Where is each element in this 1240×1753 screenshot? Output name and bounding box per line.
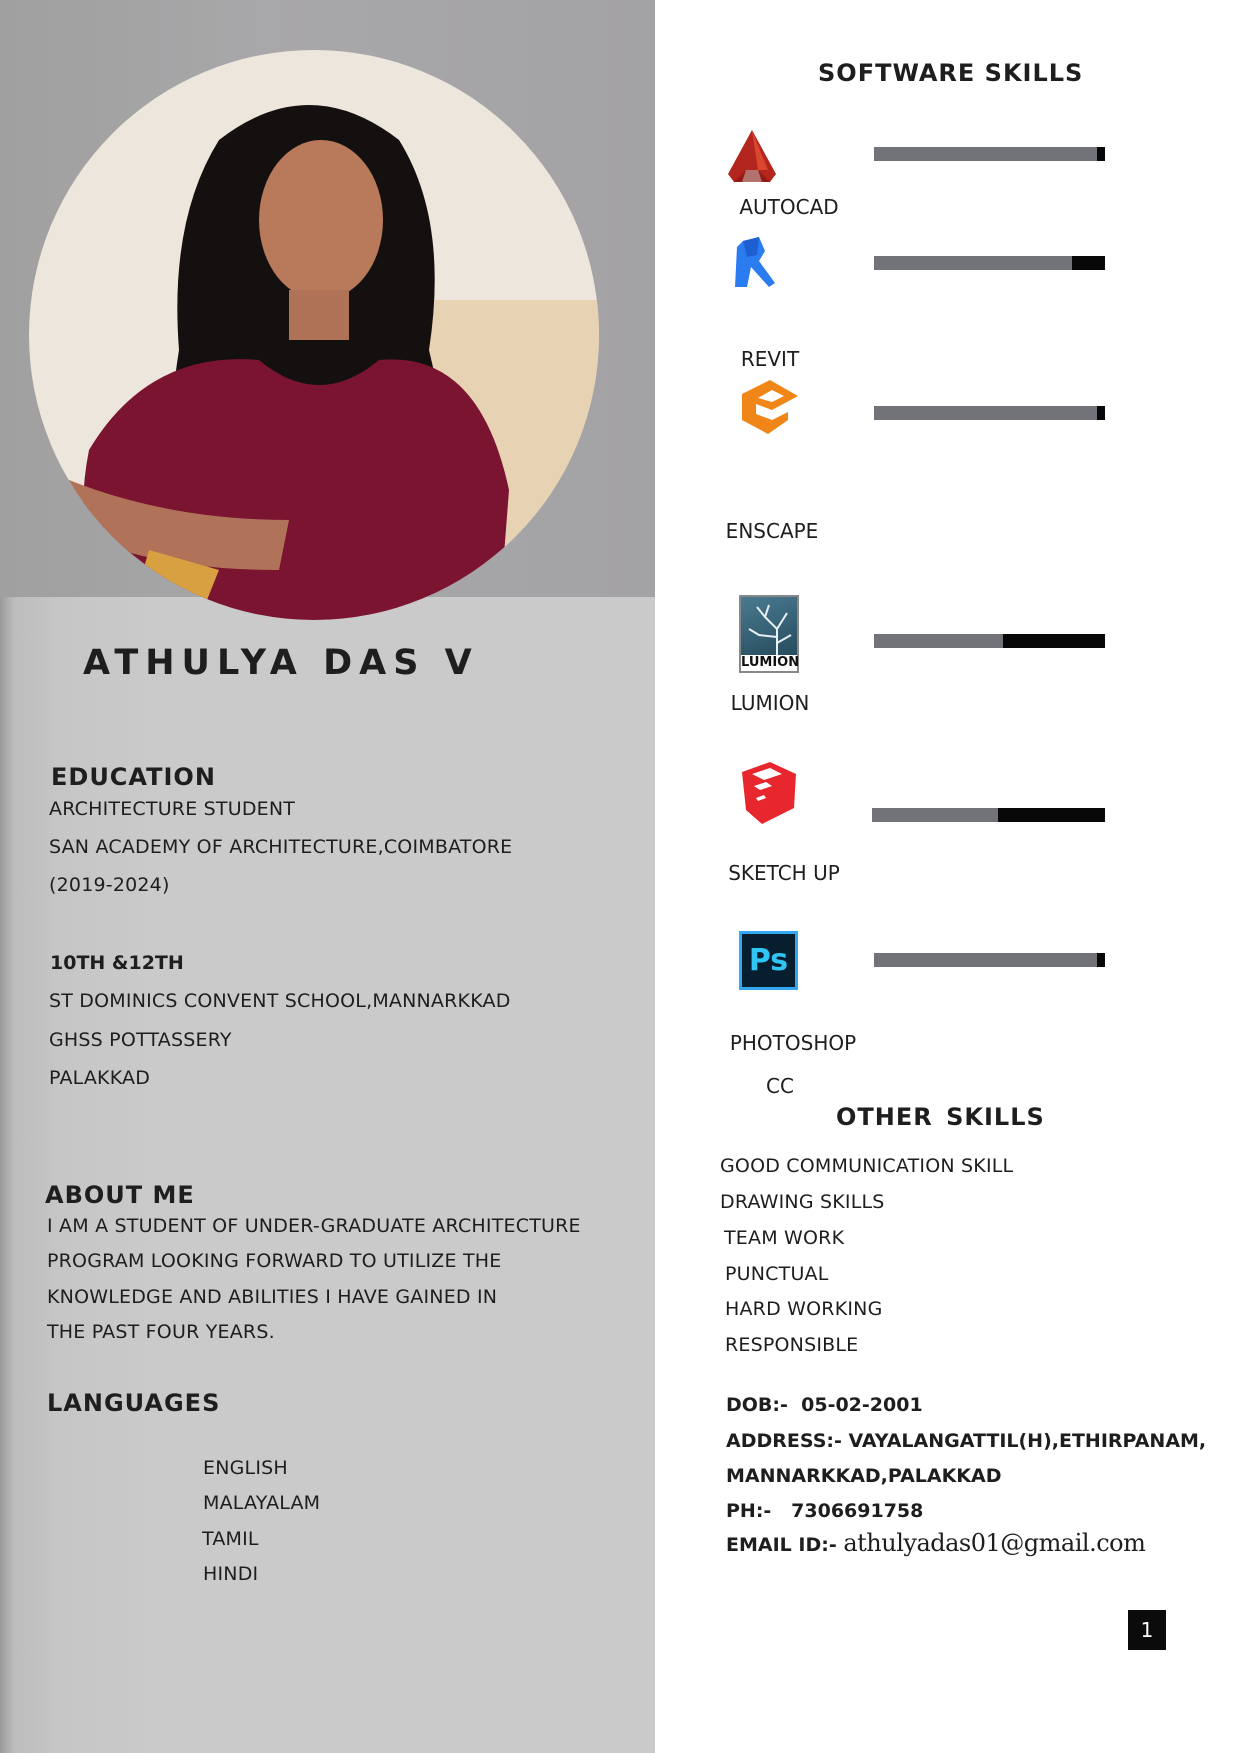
language-item: TAMIL [202,1528,259,1550]
enscape-logo-icon [742,380,798,438]
school-line: ST DOMINICS CONVENT SCHOOL,MANNARKKAD [49,990,511,1012]
skill-bar-fill [874,147,1097,161]
software-label: SKETCH UP [728,861,840,885]
phone [726,1500,923,1522]
other-skills-heading: OTHER SKILLS [836,1103,1045,1131]
software-label: PHOTOSHOP [729,1031,857,1055]
address [726,1430,1206,1452]
software-label: ENSCAPE [725,519,819,543]
skill-bar [874,147,1105,161]
language-item: HINDI [203,1563,259,1585]
software-skills-heading: SOFTWARE SKILLS [818,59,1084,87]
other-skill-item: DRAWING SKILLS [720,1191,885,1213]
address-label: ADDRESS:- [726,1430,842,1452]
email-label: EMAIL ID:- [726,1534,837,1556]
about-line: PROGRAM LOOKING FORWARD TO UTILIZE THE [47,1250,502,1272]
dob [726,1394,923,1416]
skill-bar [872,808,1105,822]
skill-bar [874,953,1105,967]
about-line: THE PAST FOUR YEARS. [47,1321,275,1343]
education-line: SAN ACADEMY OF ARCHITECTURE,COIMBATORE [49,836,513,858]
sketchup-logo-icon [742,762,796,828]
language-item: MALAYALAM [203,1492,321,1514]
skill-bar-fill [872,808,998,822]
about-heading: ABOUT ME [45,1181,195,1209]
email [726,1529,1145,1557]
about-line: KNOWLEDGE AND ABILITIES I HAVE GAINED IN [47,1286,498,1308]
skill-bar-fill [874,953,1097,967]
page-number: 1 [1128,1610,1166,1650]
other-skill-item: PUNCTUAL [725,1263,829,1285]
email-value: athulyadas01@gmail.com [843,1529,1146,1557]
profile-photo [29,50,599,620]
software-label-suffix: CC [766,1074,794,1098]
other-skill-item: HARD WORKING [725,1298,883,1320]
address-line1: VAYALANGATTIL(H),ETHIRPANAM, [848,1430,1207,1452]
dob-label: DOB:- [726,1394,788,1416]
languages-heading: LANGUAGES [47,1389,221,1417]
education-line: (2019-2024) [49,874,170,896]
skill-bar-fill [874,406,1097,420]
software-label: REVIT [740,347,800,371]
dob-value: 05-02-2001 [801,1394,923,1416]
education-heading: EDUCATION [51,763,216,791]
skill-bar [874,634,1105,648]
lumion-logo-text: LUMION [741,655,800,670]
other-skill-item: GOOD COMMUNICATION SKILL [720,1155,1014,1177]
school-line: PALAKKAD [49,1067,151,1089]
about-line: I AM A STUDENT OF UNDER-GRADUATE ARCHITECTURE [47,1215,581,1237]
autocad-logo-icon [728,130,776,186]
language-item: ENGLISH [203,1457,288,1479]
education-line: ARCHITECTURE STUDENT [49,798,296,820]
skill-bar-fill [874,256,1072,270]
address-line2: MANNARKKAD,PALAKKAD [726,1465,1002,1487]
photoshop-logo-icon: Ps [739,931,798,990]
candidate-name: ATHULYA DAS V [83,643,479,683]
lumion-logo-icon [739,595,799,673]
revit-logo-icon [733,237,777,293]
skill-bar [874,406,1105,420]
school-heading: 10TH &12TH [50,952,184,974]
phone-label: PH:- [726,1500,772,1522]
skill-bar-fill [874,634,1003,648]
phone-value: 7306691758 [791,1500,924,1522]
skill-bar [874,256,1105,270]
school-line: GHSS POTTASSERY [49,1029,232,1051]
other-skill-item: TEAM WORK [724,1227,845,1249]
other-skill-item: RESPONSIBLE [725,1334,859,1356]
software-label: AUTOCAD [739,195,839,219]
software-label: LUMION [730,691,810,715]
